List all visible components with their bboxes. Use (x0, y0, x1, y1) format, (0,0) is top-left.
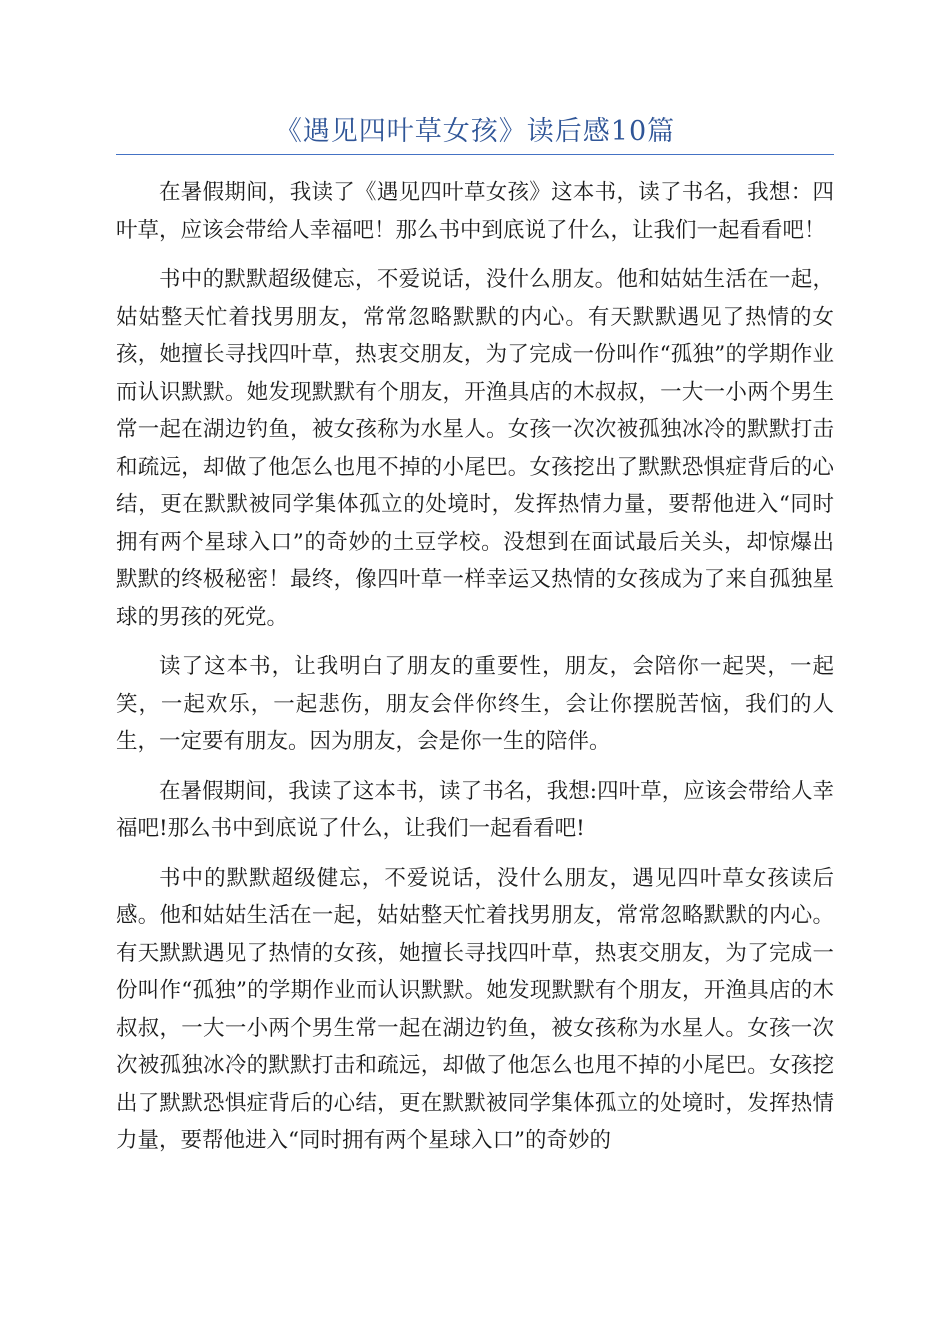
page-title: 《遇见四叶草女孩》读后感10篇 (274, 116, 676, 147)
paragraph: 书中的默默超级健忘，不爱说话，没什么朋友。他和姑姑生活在一起，姑姑整天忙着找男朋友，常常忽略默默的内心。有天默默遇见了热情的女孩，她擅长寻找四叶草，热衷交朋友，为了完成一份叫作“孤独”的学期作业而认识默默。她发现默默有个朋友，开渔具店的木叔叔，一大一小两个男生常一起在湖边钓鱼，被女孩称为水星人。女孩一次次被孤独冰冷的默默打击和疏远，却做了他怎么也甩不掉的小尾巴。女孩挖出了默默恐惧症背后的心结，更在默默被同学集体孤立的处境时，发挥热情力量，要帮他进入“同时拥有两个星球入口”的奇妙的土豆学校。没想到在面试最后关头，却惊爆出默默的终极秘密！最终，像四叶草一样幸运又热情的女孩成为了来自孤独星球的男孩的死党。 (116, 267, 834, 630)
paragraph: 在暑假期间，我读了这本书，读了书名，我想:四叶草，应该会带给人幸福吧!那么书中到底说了什么，让我们一起看看吧! (116, 778, 834, 841)
document-body (116, 174, 834, 1172)
title-underline (116, 154, 834, 155)
paragraph: 书中的默默超级健忘，不爱说话，没什么朋友，遇见四叶草女孩读后感。他和姑姑生活在一起，姑姑整天忙着找男朋友，常常忽略默默的内心。有天默默遇见了热情的女孩，她擅长寻找四叶草，热衷交朋友，为了完成一份叫作“孤独”的学期作业而认识默默。她发现默默有个朋友，开渔具店的木叔叔，一大一小两个男生常一起在湖边钓鱼，被女孩称为水星人。女孩一次次被孤独冰冷的默默打击和疏远，却做了他怎么也甩不掉的小尾巴。女孩挖出了默默恐惧症背后的心结，更在默默被同学集体孤立的处境时，发挥热情力量，要帮他进入“同时拥有两个星球入口”的奇妙的 (116, 865, 834, 1153)
paragraph: 在暑假期间，我读了《遇见四叶草女孩》这本书，读了书名，我想：四叶草，应该会带给人幸福吧！那么书中到底说了什么，让我们一起看看吧！ (116, 180, 834, 243)
paragraph: 读了这本书，让我明白了朋友的重要性，朋友，会陪你一起哭，一起笑，一起欢乐，一起悲伤，朋友会伴你终生，会让你摆脱苦恼，我们的人生，一定要有朋友。因为朋友，会是你一生的陪伴。 (116, 654, 834, 754)
